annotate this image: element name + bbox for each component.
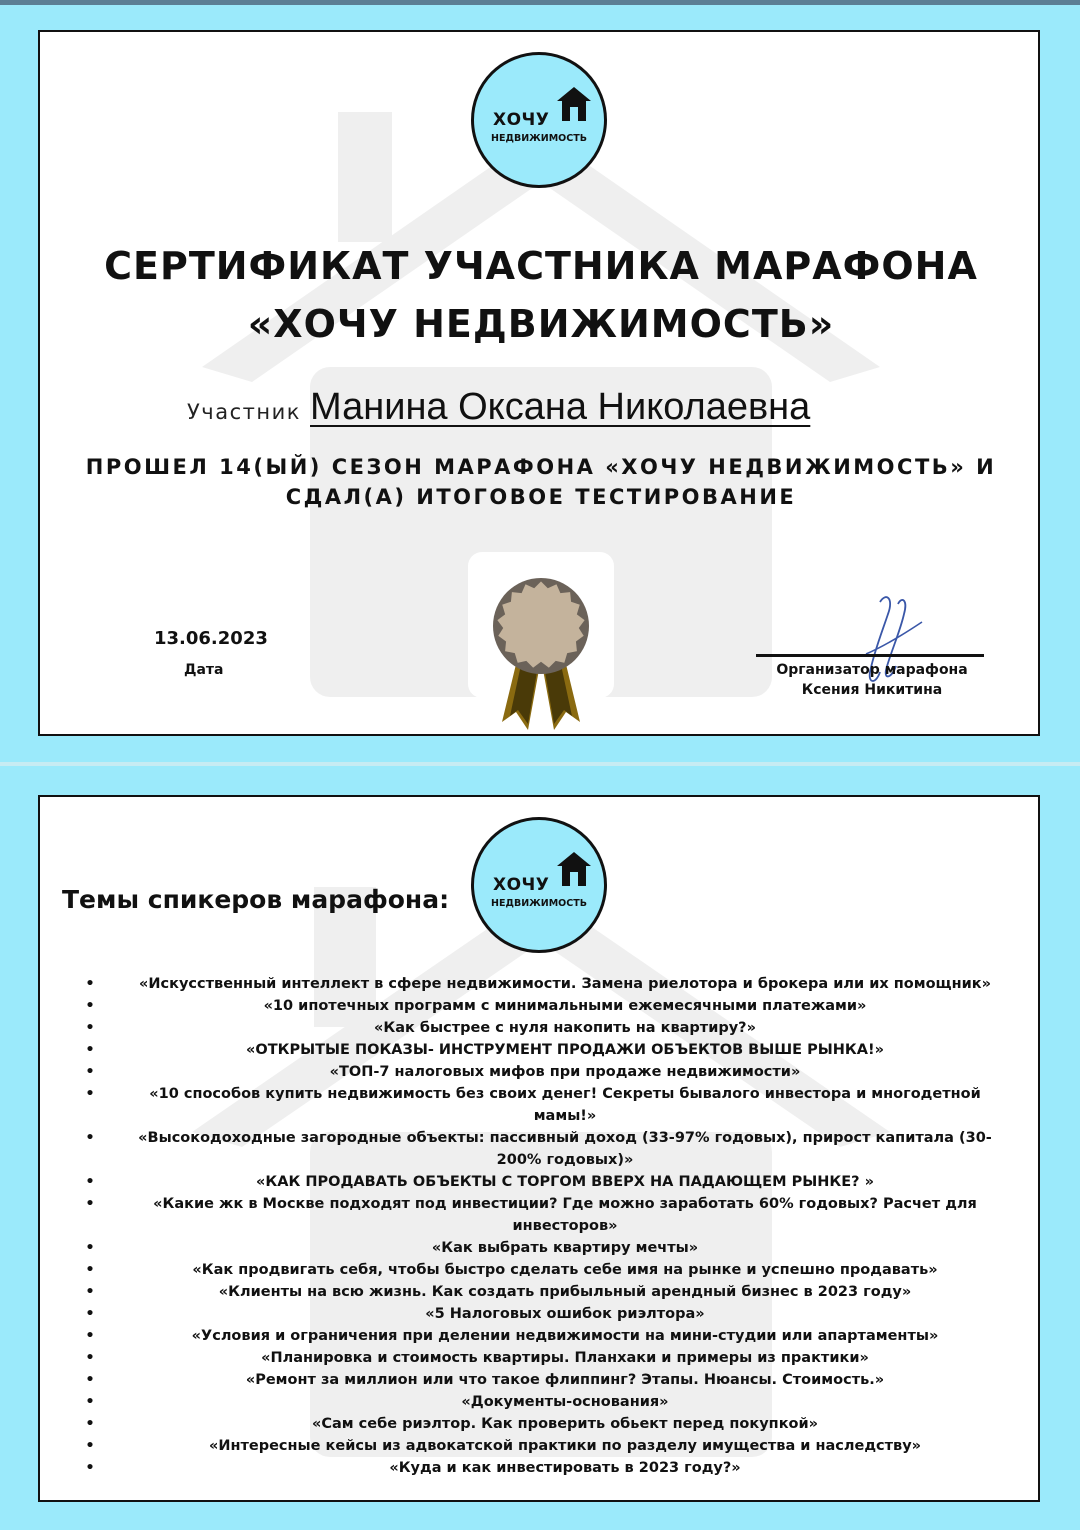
- bullet: •: [85, 998, 95, 1014]
- bullet: •: [85, 976, 95, 992]
- list-item: [80, 1435, 1010, 1457]
- participant-name: Манина Оксана Николаевна: [310, 386, 811, 428]
- bullet: •: [85, 1130, 95, 1146]
- bullet: •: [85, 1372, 95, 1388]
- top-bar: [0, 0, 1080, 5]
- topic-text: «Планировка и стоимость квартиры. Планхаки и примеры из практики»: [261, 1350, 869, 1366]
- list-item: [80, 1171, 1010, 1193]
- bullet: •: [85, 1174, 95, 1190]
- bullet: •: [85, 1306, 95, 1322]
- company-logo: [471, 52, 607, 188]
- bullet: •: [85, 1086, 95, 1102]
- topic-text: «Интересные кейсы из адвокатской практики по разделу имущества и наследству»: [208, 1438, 922, 1454]
- company-logo: [471, 817, 607, 953]
- list-item: [80, 1017, 1010, 1039]
- topic-text: «Условия и ограничения при делении недвижимости на мини-студии или апартаменты»: [191, 1328, 939, 1344]
- topic-text: «ОТКРЫТЫЕ ПОКАЗЫ- ИНСТРУМЕНТ ПРОДАЖИ ОБЪЕКТОВ ВЫШЕ РЫНКА!»: [246, 1042, 884, 1058]
- list-item: [80, 1237, 1010, 1259]
- list-item: [80, 1413, 1010, 1435]
- page-divider: [0, 762, 1080, 766]
- house-logo-icon: [556, 850, 592, 888]
- topic-text: «КАК ПРОДАВАТЬ ОБЪЕКТЫ С ТОРГОМ ВВЕРХ НА ПАДАЮЩЕМ РЫНКЕ? »: [256, 1174, 874, 1190]
- signature-line: [756, 654, 984, 657]
- topic-text: «Высокодоходные загородные объекты: пассивный доход (33-97% годовых), прирост капитала (30-200% годовых)»: [138, 1130, 992, 1168]
- bullet: •: [85, 1064, 95, 1080]
- bullet: •: [85, 1284, 95, 1300]
- bullet: •: [85, 1262, 95, 1278]
- completion-statement: [80, 452, 1002, 512]
- list-item: [80, 1303, 1010, 1325]
- date-label: Дата: [184, 662, 224, 678]
- bullet: •: [85, 1350, 95, 1366]
- list-item: [80, 1281, 1010, 1303]
- bullet: •: [85, 1460, 95, 1476]
- list-item: [80, 1127, 1010, 1171]
- award-seal-icon: [488, 576, 594, 732]
- topic-text: «10 способов купить недвижимость без своих денег! Секреты бывалого инвестора и многодетной мамы!»: [149, 1086, 981, 1124]
- topics-page: [38, 795, 1040, 1502]
- list-item: [80, 1083, 1010, 1127]
- house-logo-icon: [556, 85, 592, 123]
- logo-subtext: НЕДВИЖИМОСТЬ: [491, 133, 587, 144]
- organizer-name: Ксения Никитина: [801, 682, 943, 698]
- topic-text: «10 ипотечных программ с минимальными ежемесячными платежами»: [263, 998, 867, 1014]
- certificate-title-line2: «ХОЧУ НЕДВИЖИМОСТЬ»: [247, 302, 835, 346]
- bullet: •: [85, 1020, 95, 1036]
- topic-text: «Документы-основания»: [461, 1394, 669, 1410]
- issue-date: 13.06.2023: [154, 628, 268, 649]
- bullet: •: [85, 1328, 95, 1344]
- list-item: [80, 1457, 1010, 1479]
- list-item: [80, 1259, 1010, 1281]
- list-item: [80, 1391, 1010, 1413]
- list-item: [80, 1061, 1010, 1083]
- topic-text: «Клиенты на всю жизнь. Как создать прибыльный арендный бизнес в 2023 году»: [218, 1284, 912, 1300]
- topic-text: «ТОП-7 налоговых мифов при продаже недвижимости»: [329, 1064, 801, 1080]
- topic-text: «Сам себе риэлтор. Как проверить обьект перед покупкой»: [311, 1416, 819, 1432]
- statement-line1: ПРОШЕЛ 14(ЫЙ) СЕЗОН МАРАФОНА «ХОЧУ НЕДВИЖИМОСТЬ» И: [85, 455, 997, 479]
- bullet: •: [85, 1394, 95, 1410]
- bullet: •: [85, 1438, 95, 1454]
- list-item: [80, 1369, 1010, 1391]
- topic-text: «5 Налоговых ошибок риэлтора»: [425, 1306, 705, 1322]
- logo-subtext: НЕДВИЖИМОСТЬ: [491, 898, 587, 909]
- list-item: [80, 995, 1010, 1017]
- certificate-title: [40, 237, 1040, 353]
- topic-text: «Куда и как инвестировать в 2023 году?»: [389, 1460, 741, 1476]
- bullet: •: [85, 1240, 95, 1256]
- statement-line2: СДАЛ(А) ИТОГОВОЕ ТЕСТИРОВАНИЕ: [285, 485, 797, 509]
- list-item: [80, 1039, 1010, 1061]
- certificate-page: [38, 30, 1040, 736]
- list-item: [80, 1193, 1010, 1237]
- organizer-block: [756, 660, 988, 700]
- topic-text: «Как продвигать себя, чтобы быстро сделать себе имя на рынке и успешно продавать»: [192, 1262, 938, 1278]
- bullet: •: [85, 1196, 95, 1212]
- topic-text: «Искусственный интеллект в сфере недвижимости. Замена риелотора и брокера или их помощник»: [139, 976, 991, 992]
- bullet: •: [85, 1042, 95, 1058]
- organizer-role: Организатор марафона: [776, 662, 968, 678]
- topics-list: [80, 973, 1010, 1479]
- participant-row: [187, 386, 810, 429]
- logo-text: ХОЧУ: [493, 875, 550, 895]
- list-item: [80, 1325, 1010, 1347]
- participant-label: Участник: [187, 400, 301, 424]
- topics-heading: Темы спикеров марафона:: [62, 885, 450, 914]
- list-item: [80, 973, 1010, 995]
- bullet: •: [85, 1416, 95, 1432]
- logo-text: ХОЧУ: [493, 110, 550, 130]
- topic-text: «Как выбрать квартиру мечты»: [431, 1240, 699, 1256]
- certificate-title-line1: СЕРТИФИКАТ УЧАСТНИКА МАРАФОНА: [104, 244, 978, 288]
- topic-text: «Как быстрее с нуля накопить на квартиру?»: [374, 1020, 756, 1036]
- topic-text: «Ремонт за миллион или что такое флиппинг? Этапы. Нюансы. Стоимость.»: [245, 1372, 885, 1388]
- topic-text: «Какие жк в Москве подходят под инвестиции? Где можно заработать 60% годовых? Расчет для инвесторов»: [153, 1196, 977, 1234]
- list-item: [80, 1347, 1010, 1369]
